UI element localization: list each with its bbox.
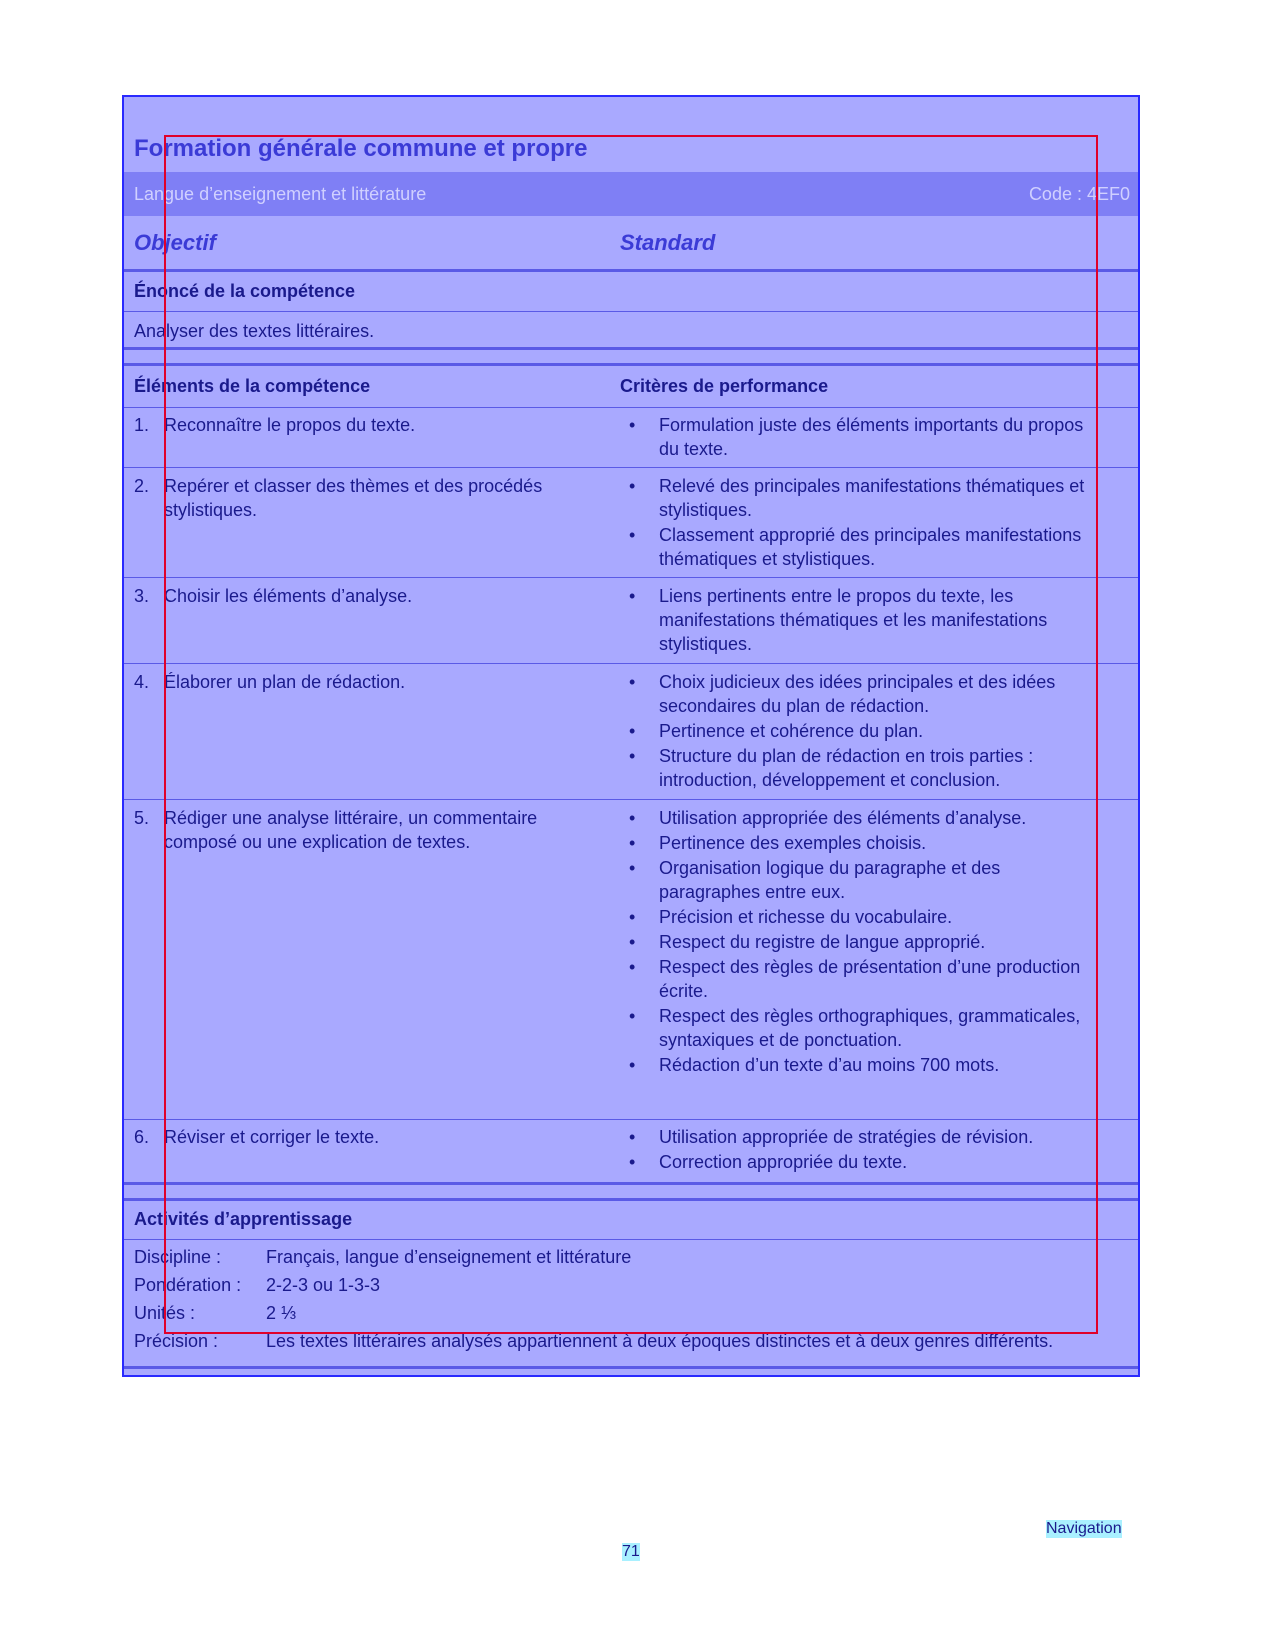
- criterion-item: • Choix judicieux des idées principales et des idées secondaires du plan de rédaction.: [629, 672, 1056, 716]
- divider: [124, 269, 1138, 272]
- criterion-item: • Relevé des principales manifestations thématiques et stylistiques.: [629, 476, 1085, 520]
- competency-sheet: [122, 95, 1140, 1377]
- criterion-item: • Classement approprié des principales manifestations thématiques et stylistiques.: [629, 525, 1082, 569]
- criterion-item: • Organisation logique du paragraphe et des paragraphes entre eux.: [629, 858, 1001, 902]
- element-number: 6.: [134, 1127, 150, 1147]
- criterion-item: • Respect des règles de présentation d’une production écrite.: [629, 957, 1081, 1001]
- bullet-icon: •: [629, 1006, 636, 1026]
- page-number: 71: [622, 1543, 640, 1560]
- bullet-icon: •: [629, 746, 636, 766]
- element-number: 2.: [134, 476, 150, 496]
- criteria-list: [629, 806, 1089, 1078]
- element-text: Réviser et corriger le texte.: [164, 1127, 380, 1147]
- criterion-item: • Précision et richesse du vocabulaire.: [629, 907, 953, 927]
- element-number: 4.: [134, 672, 150, 692]
- bullet-icon: •: [629, 1055, 636, 1075]
- course-code: Code : 4EF0: [1028, 184, 1130, 204]
- divider: [124, 1366, 1138, 1369]
- element-text: Rédiger une analyse littéraire, un commentaire composé ou une explication de textes.: [164, 808, 538, 852]
- bullet-icon: •: [629, 932, 636, 952]
- activity-value: Français, langue d’enseignement et littérature: [266, 1247, 632, 1267]
- criterion-item: • Liens pertinents entre le propos du texte, les manifestations thématiques et les manifestations stylistiques.: [629, 586, 1048, 654]
- bullet-icon: •: [629, 415, 636, 435]
- activity-label: Précision :: [134, 1331, 219, 1351]
- activity-label: Pondération :: [134, 1275, 242, 1295]
- divider: [124, 311, 1138, 312]
- bullet-icon: •: [629, 586, 636, 606]
- navigation-link[interactable]: Navigation: [1046, 1520, 1122, 1537]
- bullet-icon: •: [629, 672, 636, 692]
- objectif-heading: Objectif: [134, 230, 216, 255]
- criteria-list: [629, 670, 1089, 793]
- criterion-item: • Pertinence et cohérence du plan.: [629, 721, 924, 741]
- criterion-item: • Utilisation appropriée des éléments d’analyse.: [629, 808, 1027, 828]
- divider: [124, 1119, 1138, 1120]
- criterion-item: • Pertinence des exemples choisis.: [629, 833, 927, 853]
- divider: [124, 663, 1138, 664]
- bullet-icon: •: [629, 957, 636, 977]
- activity-row: [134, 1329, 1124, 1379]
- activity-row: [134, 1273, 1124, 1299]
- activity-row: [134, 1301, 1124, 1327]
- divider: [124, 1182, 1138, 1185]
- criteria-list: [629, 413, 1089, 462]
- element-text: Repérer et classer des thèmes et des procédés stylistiques.: [164, 476, 543, 520]
- activity-value: 2 ⅓: [266, 1303, 297, 1323]
- enonce-heading: Énoncé de la compétence: [134, 281, 356, 301]
- activity-value: 2-2-3 ou 1-3-3: [266, 1275, 381, 1295]
- bullet-icon: •: [629, 858, 636, 878]
- bullet-icon: •: [629, 833, 636, 853]
- activity-row: [134, 1245, 1124, 1271]
- bullet-icon: •: [629, 525, 636, 545]
- divider: [124, 1198, 1138, 1201]
- activity-value: Les textes littéraires analysés appartiennent à deux époques distinctes et à deux genres différents.: [266, 1331, 1054, 1351]
- discipline-bar: [124, 172, 1138, 216]
- criterion-item: • Respect du registre de langue approprié.: [629, 932, 986, 952]
- page-title: Formation générale commune et propre: [134, 135, 588, 162]
- element-number: 3.: [134, 586, 150, 606]
- bullet-icon: •: [629, 721, 636, 741]
- activites-heading: Activités d’apprentissage: [134, 1209, 353, 1229]
- criteres-heading: Critères de performance: [620, 376, 829, 396]
- enonce-text: Analyser des textes littéraires.: [134, 321, 375, 341]
- criterion-item: • Correction appropriée du texte.: [629, 1152, 908, 1172]
- bullet-icon: •: [629, 907, 636, 927]
- criteria-list: [629, 584, 1089, 657]
- divider: [124, 577, 1138, 578]
- bullet-icon: •: [629, 1127, 636, 1147]
- criteria-list: [629, 474, 1089, 572]
- criteria-list: [629, 1125, 1089, 1175]
- element-text: Élaborer un plan de rédaction.: [164, 672, 406, 692]
- divider: [124, 1239, 1138, 1240]
- criterion-item: • Rédaction d’un texte d’au moins 700 mots.: [629, 1055, 1000, 1075]
- criterion-item: • Respect des règles orthographiques, grammaticales, syntaxiques et de ponctuation.: [629, 1006, 1081, 1050]
- criterion-item: • Utilisation appropriée de stratégies de révision.: [629, 1127, 1034, 1147]
- element-number: 5.: [134, 808, 150, 828]
- divider: [124, 467, 1138, 468]
- standard-heading: Standard: [620, 230, 716, 255]
- elements-heading: Éléments de la compétence: [134, 376, 371, 396]
- divider: [124, 347, 1138, 350]
- activity-label: Discipline :: [134, 1247, 222, 1267]
- discipline-label: Langue d’enseignement et littérature: [134, 184, 427, 204]
- bullet-icon: •: [629, 808, 636, 828]
- criterion-item: • Structure du plan de rédaction en trois parties : introduction, développement et conclusion.: [629, 746, 1034, 790]
- activity-label: Unités :: [134, 1303, 196, 1323]
- element-text: Reconnaître le propos du texte.: [164, 415, 416, 435]
- divider: [124, 407, 1138, 408]
- bullet-icon: •: [629, 476, 636, 496]
- divider: [124, 799, 1138, 800]
- bullet-icon: •: [629, 1152, 636, 1172]
- divider: [124, 363, 1138, 366]
- criterion-item: • Formulation juste des éléments importants du propos du texte.: [629, 415, 1084, 459]
- element-number: 1.: [134, 415, 150, 435]
- element-text: Choisir les éléments d’analyse.: [164, 586, 413, 606]
